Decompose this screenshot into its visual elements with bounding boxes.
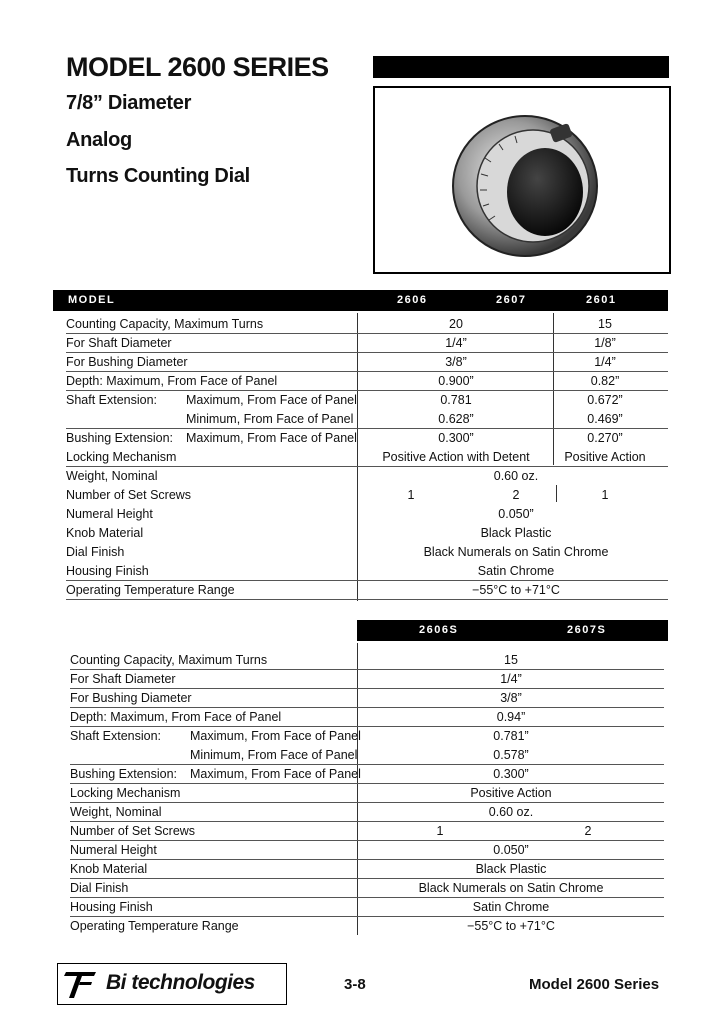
row-value: 15 xyxy=(504,653,518,667)
table2-head-2606s: 2606S xyxy=(419,624,459,636)
table-row xyxy=(66,353,668,372)
row-label: Number of Set Screws xyxy=(66,488,192,502)
row-value: 0.900” xyxy=(438,374,474,388)
row-label: For Shaft Diameter xyxy=(70,672,176,686)
row-value: 0.300” xyxy=(438,431,474,445)
row-label: Counting Capacity, Maximum Turns xyxy=(66,317,264,331)
row-label: Housing Finish xyxy=(70,900,153,914)
row-value: 0.628” xyxy=(438,412,474,426)
table-row xyxy=(66,562,668,581)
dial-illustration xyxy=(375,88,669,272)
table-row xyxy=(70,841,664,860)
table-row xyxy=(66,315,668,334)
row-label: Knob Material xyxy=(66,526,144,540)
subtitle-diameter: 7/8” Diameter xyxy=(66,92,192,114)
row-value: 0.300” xyxy=(493,767,529,781)
row-value: 15 xyxy=(598,317,612,331)
row-value: 1/4” xyxy=(445,336,467,350)
footer-series: Model 2600 Series xyxy=(529,976,660,993)
row-value: Positive Action with Detent xyxy=(382,450,530,464)
page-title: MODEL 2600 SERIES xyxy=(66,52,329,82)
table-row xyxy=(70,860,664,879)
row-value: 0.270” xyxy=(587,431,623,445)
row-value: 0.94” xyxy=(496,710,526,724)
table-row xyxy=(70,879,664,898)
row-value: 1 xyxy=(601,488,609,502)
row-value: 2 xyxy=(512,488,520,502)
table-row xyxy=(66,391,668,410)
row-value: 1/4” xyxy=(500,672,522,686)
row-value: −55°C to +71°C xyxy=(472,583,560,597)
row-label: Numeral Height xyxy=(70,843,157,857)
table-row xyxy=(66,467,668,486)
row-value: Black Numerals on Satin Chrome xyxy=(423,545,609,559)
row-sublabel: Maximum, From Face of Panel xyxy=(186,393,357,407)
row-value: −55°C to +71°C xyxy=(467,919,555,933)
product-photo xyxy=(373,86,671,274)
row-label: For Bushing Diameter xyxy=(70,691,192,705)
row-value: 3/8” xyxy=(445,355,467,369)
brand-name: Bi technologies xyxy=(106,971,255,994)
table1-head-2606: 2606 xyxy=(397,294,428,306)
table-row xyxy=(66,448,668,467)
brand-logo-box xyxy=(57,963,287,1005)
row-value: 20 xyxy=(449,317,463,331)
table-row xyxy=(70,689,664,708)
subtitle-turns-counting: Turns Counting Dial xyxy=(66,165,250,187)
table-row xyxy=(70,708,664,727)
row-value: Black Plastic xyxy=(475,862,547,876)
row-value: 3/8” xyxy=(500,691,522,705)
row-label: Shaft Extension: xyxy=(66,393,158,407)
row-sublabel: Maximum, From Face of Panel xyxy=(186,431,357,445)
row-value: 0.781” xyxy=(493,729,529,743)
row-value: 0.578” xyxy=(493,748,529,762)
row-label: Weight, Nominal xyxy=(70,805,162,819)
row-value: 1 xyxy=(407,488,415,502)
row-label: Dial Finish xyxy=(70,881,129,895)
row-value: Positive Action xyxy=(564,450,646,464)
table-row xyxy=(66,410,668,429)
table-row xyxy=(70,822,664,841)
table-row xyxy=(70,746,664,765)
row-value: Satin Chrome xyxy=(477,564,555,578)
table2-head-2607s: 2607S xyxy=(567,624,607,636)
row-value: 0.82” xyxy=(590,374,620,388)
table-row xyxy=(70,727,664,746)
header-bar xyxy=(373,56,669,78)
table-row xyxy=(66,334,668,353)
row-value: 2 xyxy=(584,824,592,838)
table-row xyxy=(66,372,668,391)
row-value: 0.781 xyxy=(440,393,472,407)
row-label: Shaft Extension: xyxy=(70,729,162,743)
row-label: Knob Material xyxy=(70,862,148,876)
row-sublabel: Minimum, From Face of Panel xyxy=(186,412,354,426)
row-value: Black Numerals on Satin Chrome xyxy=(418,881,604,895)
table-row xyxy=(70,803,664,822)
row-label: Number of Set Screws xyxy=(70,824,196,838)
row-label: Depth: Maximum, From Face of Panel xyxy=(66,374,278,388)
row-divider xyxy=(66,599,668,600)
row-label: Dial Finish xyxy=(66,545,125,559)
row-value: 1/4” xyxy=(594,355,616,369)
table1-header xyxy=(53,290,668,311)
row-sublabel: Maximum, From Face of Panel xyxy=(190,729,361,743)
row-label: Numeral Height xyxy=(66,507,153,521)
row-label: Locking Mechanism xyxy=(66,450,177,464)
row-value: Positive Action xyxy=(470,786,552,800)
table-row xyxy=(66,581,668,600)
table-row xyxy=(70,917,664,936)
row-label: For Shaft Diameter xyxy=(66,336,172,350)
table-row xyxy=(66,486,668,505)
row-label: Weight, Nominal xyxy=(66,469,158,483)
table1-head-2601: 2601 xyxy=(586,294,617,306)
row-value: 0.60 oz. xyxy=(493,469,539,483)
page-number: 3-8 xyxy=(344,976,366,993)
table-row xyxy=(66,429,668,448)
table-row xyxy=(70,651,664,670)
row-label: For Bushing Diameter xyxy=(66,355,188,369)
row-value: Satin Chrome xyxy=(472,900,550,914)
row-label: Counting Capacity, Maximum Turns xyxy=(70,653,268,667)
row-value: 1/8” xyxy=(594,336,616,350)
row-value: 1 xyxy=(436,824,444,838)
table-row xyxy=(66,543,668,562)
row-label: Housing Finish xyxy=(66,564,149,578)
row-value: 0.469” xyxy=(587,412,623,426)
row-label: Operating Temperature Range xyxy=(70,919,239,933)
row-sublabel: Minimum, From Face of Panel xyxy=(190,748,358,762)
table-row xyxy=(66,505,668,524)
table1-head-2607: 2607 xyxy=(496,294,527,306)
row-label: Operating Temperature Range xyxy=(66,583,235,597)
row-label: Bushing Extension: xyxy=(70,767,178,781)
table-row xyxy=(66,524,668,543)
table-row xyxy=(70,765,664,784)
table-row xyxy=(70,898,664,917)
row-value: 0.050” xyxy=(493,843,529,857)
table-row xyxy=(70,784,664,803)
row-value: 0.050” xyxy=(498,507,534,521)
row-sublabel: Maximum, From Face of Panel xyxy=(190,767,361,781)
subtitle-analog: Analog xyxy=(66,129,132,151)
row-label: Locking Mechanism xyxy=(70,786,181,800)
bi-logo-icon xyxy=(62,968,100,1000)
row-value: 0.672” xyxy=(587,393,623,407)
row-value: Black Plastic xyxy=(480,526,552,540)
row-value: 0.60 oz. xyxy=(488,805,534,819)
row-label: Depth: Maximum, From Face of Panel xyxy=(70,710,282,724)
table2-header xyxy=(357,620,668,641)
table1-head-model: MODEL xyxy=(68,294,116,306)
row-label: Bushing Extension: xyxy=(66,431,174,445)
table-row xyxy=(70,670,664,689)
